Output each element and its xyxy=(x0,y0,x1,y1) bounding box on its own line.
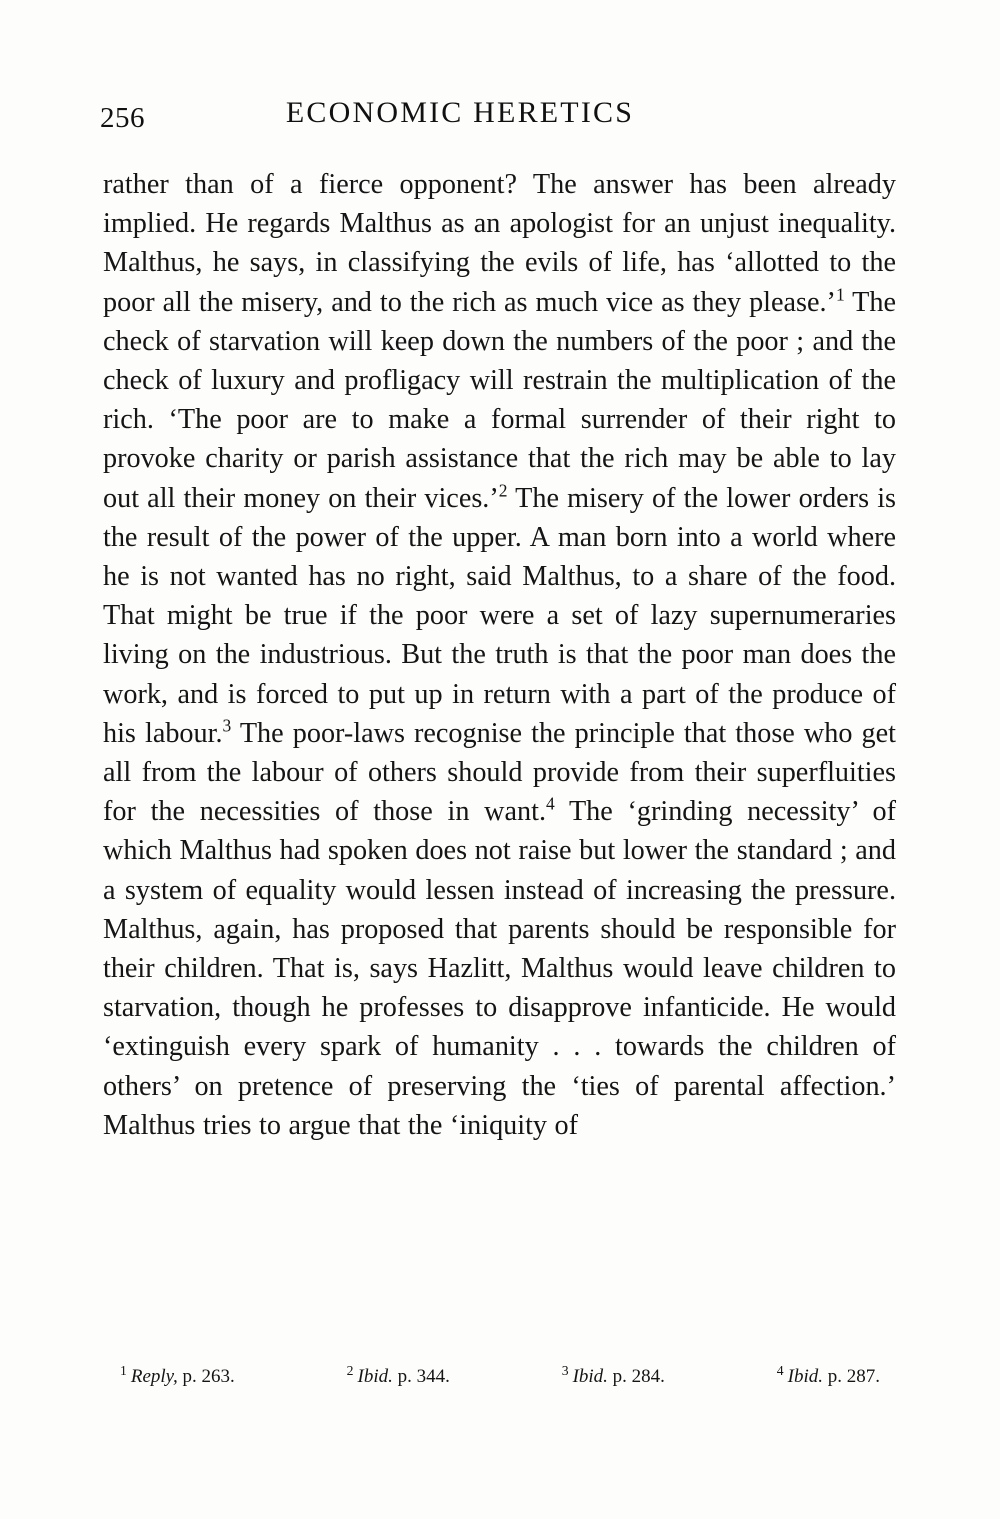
footnote-marker: 2 xyxy=(346,1362,354,1378)
footnote-marker: 4 xyxy=(776,1362,784,1378)
text-segment-1: rather than of a fierce opponent? The answer has been already implied. He regards Malthus as an apologist for an unjust inequality. Malthus, he says, in classifying the evils of life, has ‘allotted to the poor all the misery, and to the rich as much vice as they please.’ xyxy=(103,169,896,318)
footnote-source: Ibid. xyxy=(787,1366,823,1387)
text-segment-4: The poor-laws recognise the principle that those who get all from the labour of others should provide from their superfluities for the necessities of those in want. xyxy=(103,717,896,828)
footnote-source: Ibid. xyxy=(572,1366,608,1387)
footnote-area xyxy=(120,1362,880,1388)
footnote-item xyxy=(776,1362,880,1388)
paragraph xyxy=(103,165,896,1145)
footnote-item xyxy=(561,1362,665,1388)
footnote-locator: p. 284. xyxy=(612,1366,665,1387)
footnote-locator: p. 263. xyxy=(182,1366,235,1387)
running-title: ECONOMIC HERETICS xyxy=(285,96,635,129)
text-segment-5: The ‘grinding necessity’ of which Malthus had spoken does not raise but lower the standard ; and a system of equality would lessen instead of increasing the pressure. Malthus, again, has proposed that parents should be responsible for their children. That is, says Hazlitt, Malthus would leave children to starvation, though he professes to disapprove infanticide. He would ‘extinguish every spark of humanity . . . towards the children of others’ on pretence of preserving the ‘ties of parental affection.’ Malthus tries to argue that the ‘iniquity of xyxy=(103,796,896,1141)
text-segment-2: The check of starvation will keep down the numbers of the poor ; and the check of luxury and profligacy will restrain the multiplication of the rich. ‘The poor are to make a formal surrender of their right to provoke charity or parish assistance that the rich may be able to lay out all their money on their vices.’ xyxy=(103,286,896,514)
footnote-marker: 1 xyxy=(120,1362,127,1378)
footnote-marker: 3 xyxy=(561,1362,569,1378)
footnote-ref-1[interactable]: 1 xyxy=(835,284,845,305)
page-header xyxy=(100,96,900,140)
footnote-locator: p. 344. xyxy=(397,1366,450,1387)
page-number: 256 xyxy=(100,102,145,134)
footnote-ref-3[interactable]: 3 xyxy=(222,715,232,736)
text-segment-3: The misery of the lower orders is the result of the power of the upper. A man born into a world where he is not wanted has no right, said Malthus, to a share of the food. That might be true if the poor were a set of lazy supernumeraries living on the industrious. But the truth is that the poor man does the work, and is forced to put up in return with a part of the produce of his labour. xyxy=(103,482,896,749)
footnote-source: Reply, xyxy=(130,1366,178,1387)
footnote-ref-4[interactable]: 4 xyxy=(546,793,555,814)
footnote-item xyxy=(120,1362,235,1388)
body-text xyxy=(103,165,896,1145)
footnote-ref-2[interactable]: 2 xyxy=(498,480,508,501)
footnote-item xyxy=(346,1362,450,1388)
footnote-source: Ibid. xyxy=(357,1366,393,1387)
footnote-locator: p. 287. xyxy=(827,1366,880,1387)
